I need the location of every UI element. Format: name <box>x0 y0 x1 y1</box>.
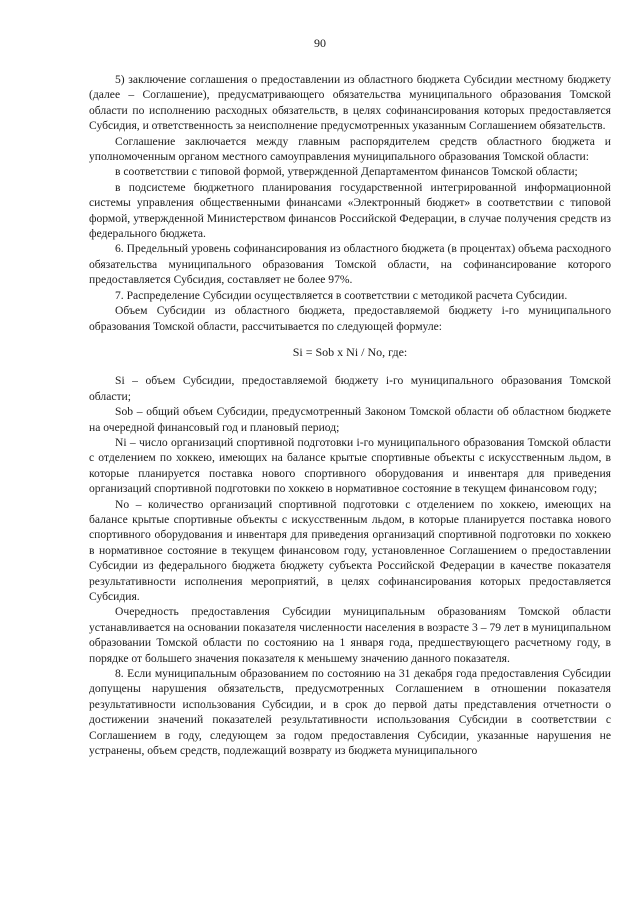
paragraph-no-definition: No – количество организаций спортивной подготовки с отделением по хоккею, имеющих на балансе крытые спортивные объекты с искусственным льдом, в которые планируется поставка нового спортивного оборудования и инвентаря для приведения организаций спортивной подготовки по хоккею в нормативное состояние в текущем финансовом году, установленное Соглашением о предоставлении Субсидии из федерального бюджета бюджету субъекта Российской Федерации в качестве показателя результативности исполнения мероприятий, в целях софинансирования которых предоставляется Субсидия. <box>89 497 611 603</box>
paragraph-agreement-conclusion: 5) заключение соглашения о предоставлении из областного бюджета Субсидии местному бюджету (далее – Соглашение), предусматривающего обязательства муниципального образования Томской области по исполнению расходных обязательств, в целях софинансирования которых предоставляется Субсидия, и ответственность за неисполнение предусмотренных указанным Соглашением обязательств. <box>89 73 611 133</box>
paragraph-formula-intro: Объем Субсидии из областного бюджета, предоставляемой бюджету i-го муниципального образования Томской области, рассчитывается по следующей формуле: <box>89 304 611 333</box>
paragraph-agreement-parties: Соглашение заключается между главным распорядителем средств областного бюджета и уполномоченным органом местного самоуправления муниципального образования Томской области: <box>89 134 611 164</box>
paragraph-standard-form: в соответствии с типовой формой, утвержденной Департаментом финансов Томской области; <box>115 165 578 179</box>
paragraph-distribution: 7. Распределение Субсидии осуществляется в соответствии с методикой расчета Субсидии. <box>115 288 568 302</box>
paragraph-priority-order: Очередность предоставления Субсидии муниципальным образованиям Томской области устанавливается на основании показателя численности населения в возрасте 3 – 79 лет в муниципальном образовании Томской области по состоянию на 1 января года, предшествующего расчетному году, в порядке от большего значения показателя к меньшему значению данного показателя. <box>89 605 611 665</box>
subsidy-formula: Si = Sob x Ni / No, где: <box>292 344 408 359</box>
page-number: 90 <box>314 36 326 50</box>
paragraph-cofinancing-limit: 6. Предельный уровень софинансирования из областного бюджета (в процентах) объема расходного обязательства муниципального образования Томской области, на софинансирование которого предоставляется Субсидия, составляет не более 97%. <box>89 242 611 287</box>
paragraph-violations: 8. Если муниципальным образованием по состоянию на 31 декабря года предоставления Субсидии допущены нарушения обязательств, предусмотренных Соглашением в отношении показателя результативности использования Субсидии, и в срок до первой даты представления отчетности о достижении значений показателей результативности использования Субсидии в соответствии с Соглашением в году, следующем за годом предоставления Субсидии, указанные нарушения не устранены, объем средств, подлежащий возврату из бюджета муниципального <box>89 667 611 758</box>
paragraph-si-definition: Si – объем Субсидии, предоставляемой бюджету i-го муниципального образования Томской области; <box>89 374 611 403</box>
paragraph-sob-definition: Sob – общий объем Субсидии, предусмотренный Законом Томской области об областном бюджете на очередной финансовый год и плановый период; <box>89 405 611 434</box>
paragraph-electronic-budget: в подсистеме бюджетного планирования государственной интегрированной информационной системы управления общественными финансами «Электронный бюджет» в соответствии с типовой формой, утвержденной Министерством финансов Российской Федерации, в случае получения средств из федерального бюджета. <box>89 180 611 241</box>
document-body <box>89 72 611 758</box>
paragraph-ni-definition: Ni – число организаций спортивной подготовки i-го муниципального образования Томской области с отделением по хоккею, имеющих на балансе крытые спортивные объекты с искусственным льдом, в которые планируется поставка нового спортивного оборудования и инвентаря для приведения организаций спортивной подготовки по хоккею в нормативное состояние в текущем финансовом году; <box>89 435 611 496</box>
